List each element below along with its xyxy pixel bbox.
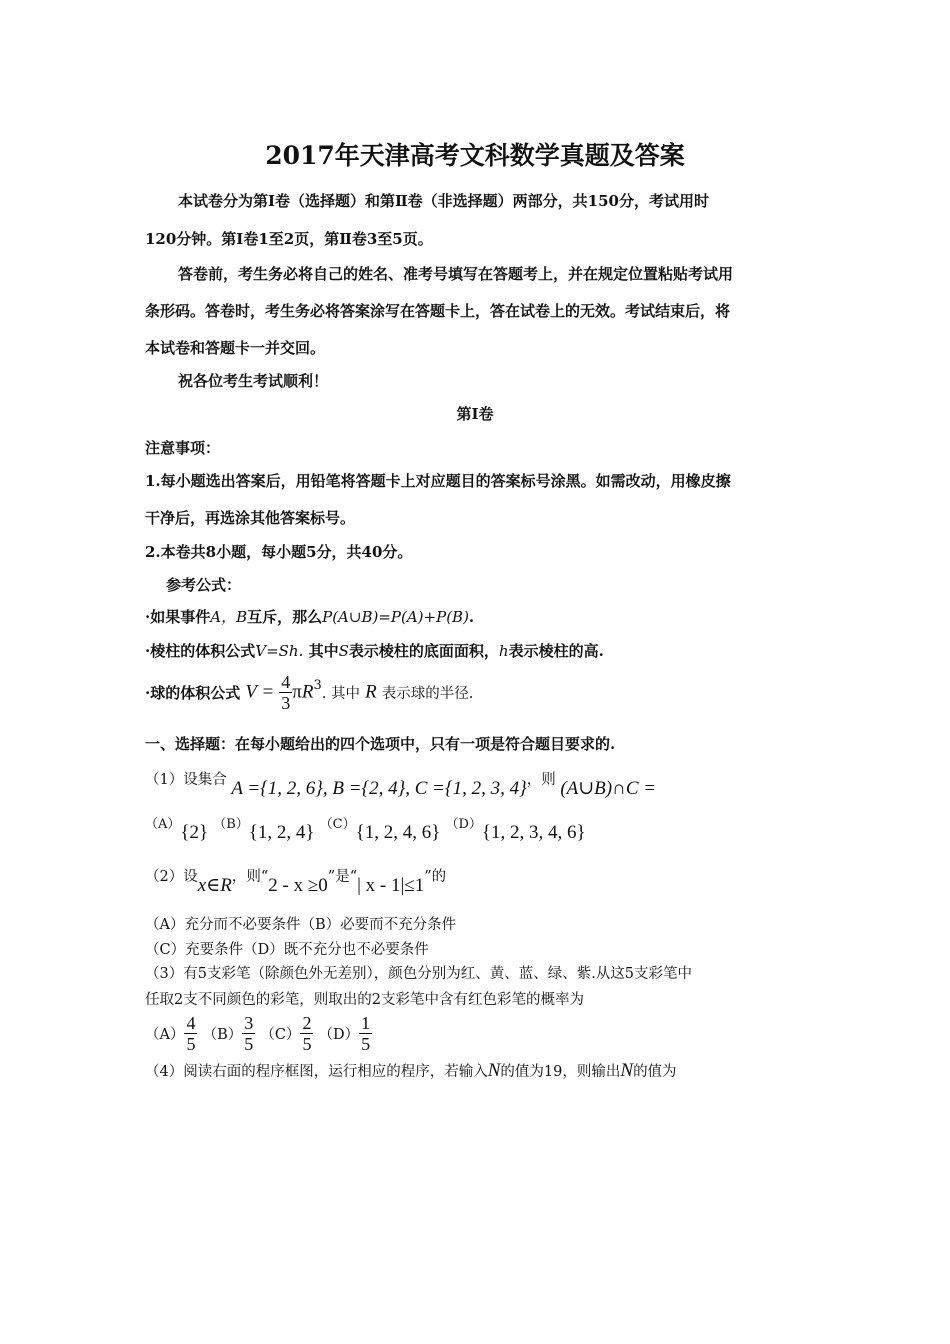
notes-title: 注意事项：	[145, 439, 221, 457]
question-2	[145, 864, 447, 896]
formula-2-text: ·棱柱的体积公式	[145, 642, 256, 660]
page-title: 2017年天津高考文科数学真题及答案	[265, 141, 685, 170]
note-1-line-2: 干净后，再选涂其他答案标号。	[145, 509, 356, 527]
formula-2-end: 表示棱柱的高.	[508, 642, 604, 660]
question-2-options-cd: （C）充要条件（D）既不充分也不必要条件	[145, 942, 429, 958]
q3-option-a-numerator: 4	[186, 1013, 196, 1033]
formula-3	[145, 672, 473, 713]
formula-2-mid: 其中	[308, 642, 339, 660]
question-2-options-ab: （A）充分而不必要条件（B）必要而不充分条件	[145, 917, 457, 933]
q1-option-a-label: （A）	[145, 817, 181, 832]
intro-paragraph-3: 祝各位考生考试顺利！	[178, 372, 329, 390]
intro-paragraph-1-line-2: 120分钟。第Ⅰ卷1至2页，第Ⅱ卷3至5页。	[145, 230, 433, 248]
q3-option-b	[242, 1013, 255, 1054]
question-1-sets: A ={1, 2, 6}, B ={2, 4}, C ={1, 2, 3, 4}	[231, 778, 527, 799]
q3-option-d-label: （D）	[318, 1027, 360, 1043]
question-2-prefix: （2）设	[145, 869, 198, 885]
question-4-prefix: （4）阅读右面的程序框图，运行相应的程序，若输入	[145, 1064, 488, 1080]
formula-1-mid: 互斥，那么	[247, 608, 323, 626]
q3-option-a-denominator: 5	[186, 1034, 196, 1054]
formula-2-expr: V=Sh.	[255, 642, 304, 660]
intro-paragraph-2-line-1: 答卷前，考生务必将自己的姓名、准考号填写在答题考上，并在规定位置粘贴考试用	[178, 265, 734, 283]
q3-option-a	[184, 1013, 197, 1054]
formula-2-h: h	[498, 642, 509, 660]
intro-paragraph-1-line-1: 本试卷分为第Ⅰ卷（选择题）和第Ⅱ卷（非选择题）两部分，共150分，考试用时	[178, 192, 709, 210]
formula-1-expr: P(A∪B)=P(A)+P(B)	[322, 608, 469, 626]
formula-3-lhs: V =	[245, 681, 275, 703]
q3-option-d	[359, 1013, 372, 1054]
note-2: 2.本卷共8小题，每小题5分，共40分。	[145, 543, 413, 561]
q1-option-b: {1, 2, 4}	[248, 822, 315, 843]
formula-3-mid: . 其中	[321, 686, 360, 702]
q3-option-d-denominator: 5	[361, 1034, 371, 1054]
part-1-heading: 一、选择题：在每小题给出的四个选项中，只有一项是符合题目要求的.	[145, 735, 616, 753]
formula-1-end: .	[468, 608, 475, 626]
formula-3-text: ·球的体积公式	[145, 684, 241, 702]
q3-option-c-numerator: 2	[302, 1013, 312, 1033]
q3-option-b-denominator: 5	[244, 1034, 254, 1054]
question-2-then: ，则“	[231, 869, 269, 885]
formula-3-denominator: 3	[281, 693, 291, 713]
formula-1	[145, 606, 474, 627]
question-4-mid: 的值为19，则输出	[500, 1064, 621, 1080]
intro-paragraph-2-line-3: 本试卷和答题卡一并交回。	[145, 339, 326, 357]
question-4-n-input: N	[487, 1060, 501, 1081]
formula-2	[145, 640, 604, 661]
formula-3-exponent: 3	[313, 678, 322, 693]
q1-option-c-label: （C）	[319, 817, 356, 832]
formula-2-s: S	[338, 642, 349, 660]
formula-2-mid2: 表示棱柱的底面面积，	[348, 642, 499, 660]
question-2-expr-2: | x - 1|≤1	[357, 875, 425, 896]
formula-3-end: 表示球的半径.	[381, 686, 474, 702]
formula-title: 参考公式：	[166, 576, 242, 594]
q3-option-c	[300, 1013, 313, 1054]
question-4-n-output: N	[620, 1060, 634, 1081]
note-1-line-1: 1.每小题选出答案后，用铅笔将答题卡上对应题目的答案标号涂黑。如需改动，用橡皮擦	[145, 472, 731, 490]
q1-option-d: {1, 2, 3, 4, 6}	[481, 822, 586, 843]
question-3-line-2: 任取2支不同颜色的彩笔，则取出的2支彩笔中含有红色彩笔的概率为	[145, 992, 584, 1008]
q3-option-c-denominator: 5	[302, 1034, 312, 1054]
question-2-is: ”是“	[327, 869, 358, 885]
question-1-expr: (A∪B)∩C =	[560, 778, 657, 799]
intro-paragraph-2-line-2: 条形码。答卷时，考生务必将答案涂写在答题卡上，答在试卷上的无效。考试结束后，将	[145, 302, 731, 320]
question-2-end: ”的	[424, 869, 447, 885]
formula-3-fraction	[279, 672, 292, 713]
q3-option-c-label: （C）	[260, 1027, 301, 1043]
formula-3-r2: R	[365, 681, 377, 703]
q1-option-b-label: （B）	[213, 817, 249, 832]
section-heading: 第Ⅰ卷	[456, 405, 494, 423]
question-2-cond: x∈R	[197, 875, 232, 896]
question-4-end: 的值为	[633, 1064, 677, 1080]
q1-option-c: {1, 2, 4, 6}	[355, 822, 441, 843]
question-1-options	[145, 817, 586, 844]
q3-option-d-numerator: 1	[361, 1013, 371, 1033]
formula-3-r: R	[301, 681, 314, 703]
question-3-options	[145, 1013, 372, 1054]
formula-3-numerator: 4	[281, 672, 291, 692]
formula-1-vars: A，B	[210, 608, 248, 626]
question-3-line-1: （3）有5支彩笔（除颜色外无差别），颜色分别为红、黄、蓝、绿、紫.从这5支彩笔中	[145, 966, 693, 982]
question-1	[145, 767, 657, 799]
q1-option-d-label: （D）	[445, 817, 482, 832]
formula-1-text: ·如果事件	[145, 608, 211, 626]
q3-option-b-numerator: 3	[244, 1013, 254, 1033]
question-1-prefix: （1）设集合	[145, 772, 227, 788]
q1-option-a: {2}	[180, 822, 209, 843]
formula-3-pi: π	[292, 681, 302, 703]
question-4	[145, 1060, 677, 1082]
question-1-then: ，则	[526, 772, 556, 788]
q3-option-a-label: （A）	[145, 1027, 185, 1043]
q3-option-b-label: （B）	[202, 1027, 243, 1043]
question-2-expr-1: 2 - x ≥0	[268, 875, 328, 896]
